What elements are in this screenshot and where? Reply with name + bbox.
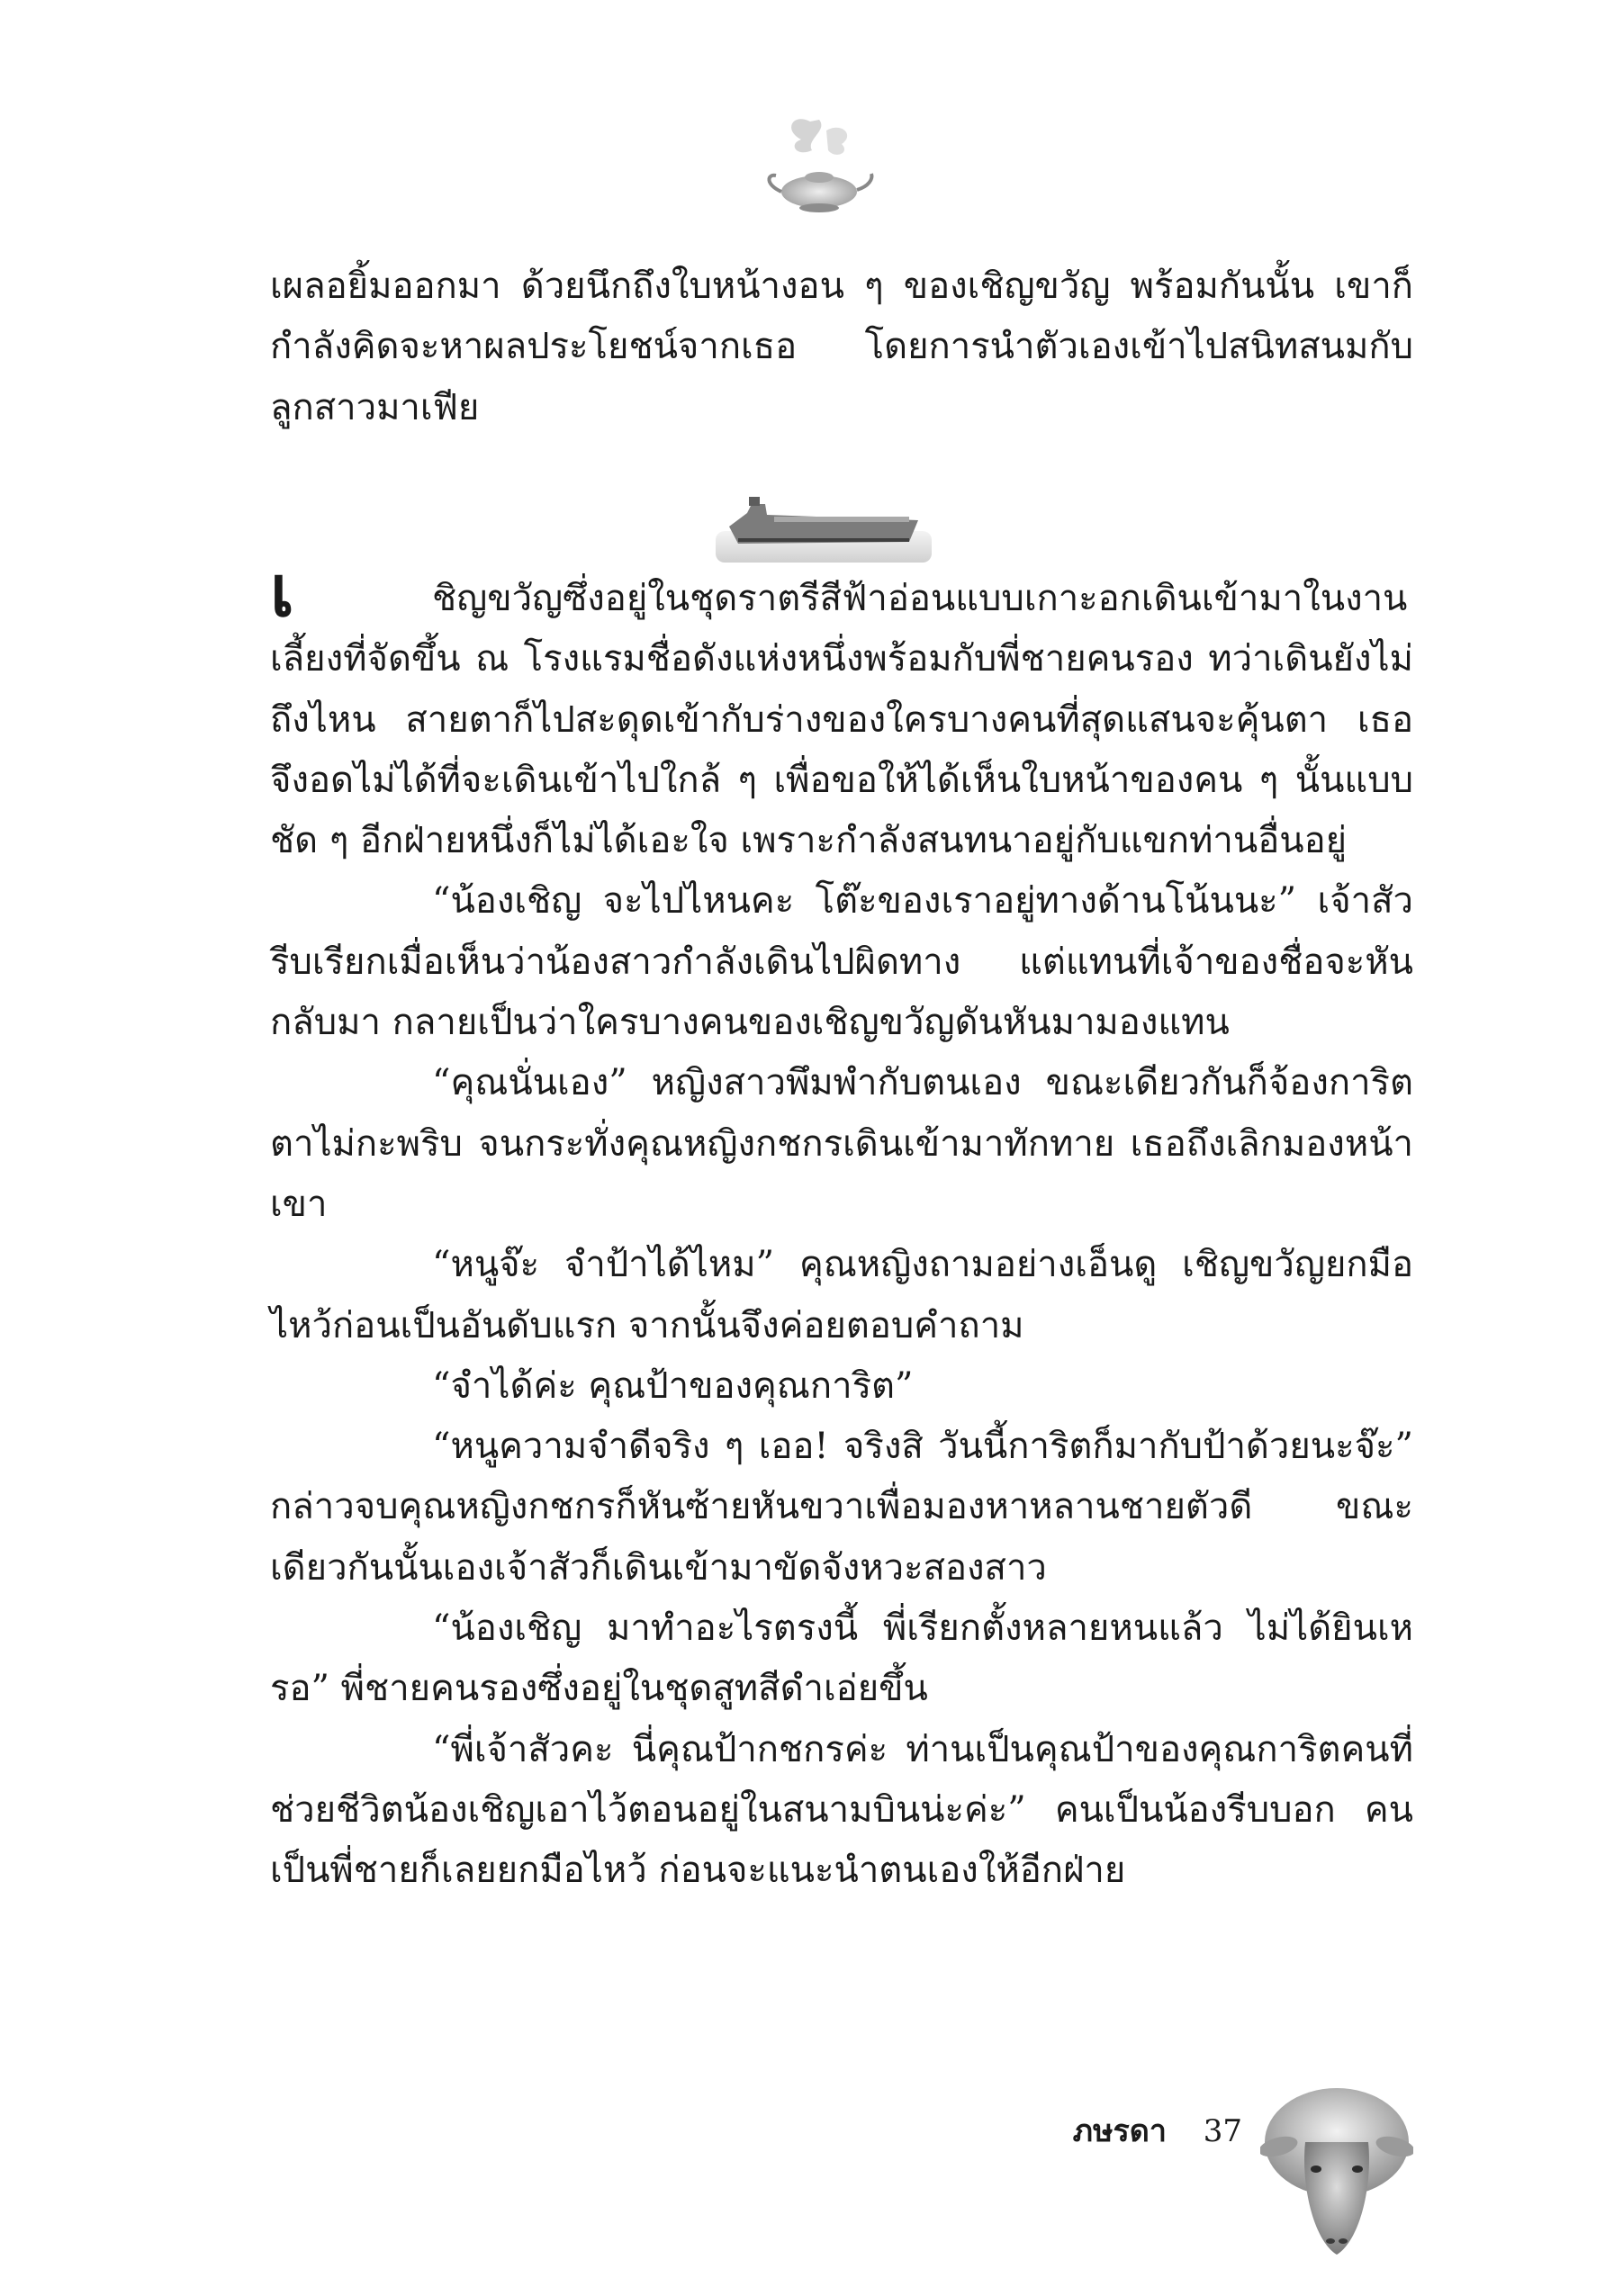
paragraph: “หนูจ๊ะ จำป้าได้ไหม” คุณหญิงถามอย่างเอ็นดู เชิญขวัญยกมือไหว้ก่อนเป็นอันดับแรก จากนั้นจึงค่อยตอบคำถาม bbox=[270, 1244, 1413, 1346]
teapot-lamp-icon bbox=[756, 104, 882, 230]
paragraph: “พี่เจ้าสัวคะ นี่คุณป้ากชกรค่ะ ท่านเป็นคุณป้าของคุณการิตคนที่ช่วยชีวิตน้องเชิญเอาไว้ตอนอยู่ในสนามบินน่ะค่ะ” คนเป็นน้องรีบบอก คนเป็นพี่ชายก็เลยยกมือไหว้ ก่อนจะแนะนำตนเองให้อีกฝ่าย bbox=[270, 1728, 1413, 1892]
page-number: 37 bbox=[1203, 2113, 1242, 2149]
sheep-icon bbox=[1260, 2070, 1413, 2277]
paragraph: “น้องเชิญ มาทำอะไรตรงนี้ พี่เรียกตั้งหลายหนแล้ว ไม่ได้ยินเหรอ” พี่ชายคนรองซึ่งอยู่ในชุดสูทสีดำเอ่ยขึ้น bbox=[270, 1607, 1413, 1710]
first-paragraph bbox=[270, 551, 1413, 871]
paragraph: “จำได้ค่ะ คุณป้าของคุณการิต” bbox=[432, 1364, 914, 1407]
main-section bbox=[270, 551, 1413, 1902]
intro-paragraph: เผลอยิ้มออกมา ด้วยนึกถึงใบหน้างอน ๆ ของเชิญขวัญ พร้อมกันนั้น เขาก็กำลังคิดจะหาผลประโยชน์จากเธอ โดยการนำตัวเองเข้าไปสนิทสนมกับลูกสาวมาเฟีย bbox=[270, 266, 1413, 428]
drop-cap: เ bbox=[270, 551, 294, 633]
page-footer bbox=[900, 2106, 1242, 2155]
paragraph: “หนูความจำดีจริง ๆ เออ! จริงสิ วันนี้การิตก็มากับป้าด้วยนะจ๊ะ” กล่าวจบคุณหญิงกชกรก็หันซ้ายหันขวาเพื่อมองหาหลานชายตัวดี ขณะเดียวกันนั้นเองเจ้าสัวก็เดินเข้ามาขัดจังหวะสองสาว bbox=[270, 1426, 1413, 1589]
paragraph: “น้องเชิญ จะไปไหนคะ โต๊ะของเราอยู่ทางด้านโน้นนะ” เจ้าสัวรีบเรียกเมื่อเห็นว่าน้องสาวกำลังเดินไปผิดทาง แต่แทนที่เจ้าของชื่อจะหันกลับมา กลายเป็นว่าใครบางคนของเชิญขวัญดันหันมามองแทน bbox=[270, 880, 1413, 1044]
paragraph: “คุณนั่นเอง” หญิงสาวพึมพำกับตนเอง ขณะเดียวกันก็จ้องการิตตาไม่กะพริบ จนกระทั่งคุณหญิงกชกรเดินเข้ามาทักทาย เธอถึงเลิกมองหน้าเขา bbox=[270, 1062, 1413, 1225]
book-title: ภษรดา bbox=[1072, 2113, 1167, 2149]
ship-icon bbox=[711, 477, 936, 576]
intro-section bbox=[270, 257, 1413, 438]
first-paragraph-text: ชิญขวัญซึ่งอยู่ในชุดราตรีสีฟ้าอ่อนแบบเกาะอกเดินเข้ามาในงานเลี้ยงที่จัดขึ้น ณ โรงแรมชื่อดังแห่งหนึ่งพร้อมกับพี่ชายคนรอง ทว่าเดินยังไม่ถึงไหน สายตาก็ไปสะดุดเข้ากับร่างของใครบางคนที่สุดแสนจะคุ้นตา เธอจึงอดไม่ได้ที่จะเดินเข้าไปใกล้ ๆ เพื่อขอให้ได้เห็นใบหน้าของคน ๆ นั้นแบบชัด ๆ อีกฝ่ายหนึ่งก็ไม่ได้เอะใจ เพราะกำลังสนทนาอยู่กับแขกท่านอื่นอยู่ bbox=[270, 578, 1413, 862]
